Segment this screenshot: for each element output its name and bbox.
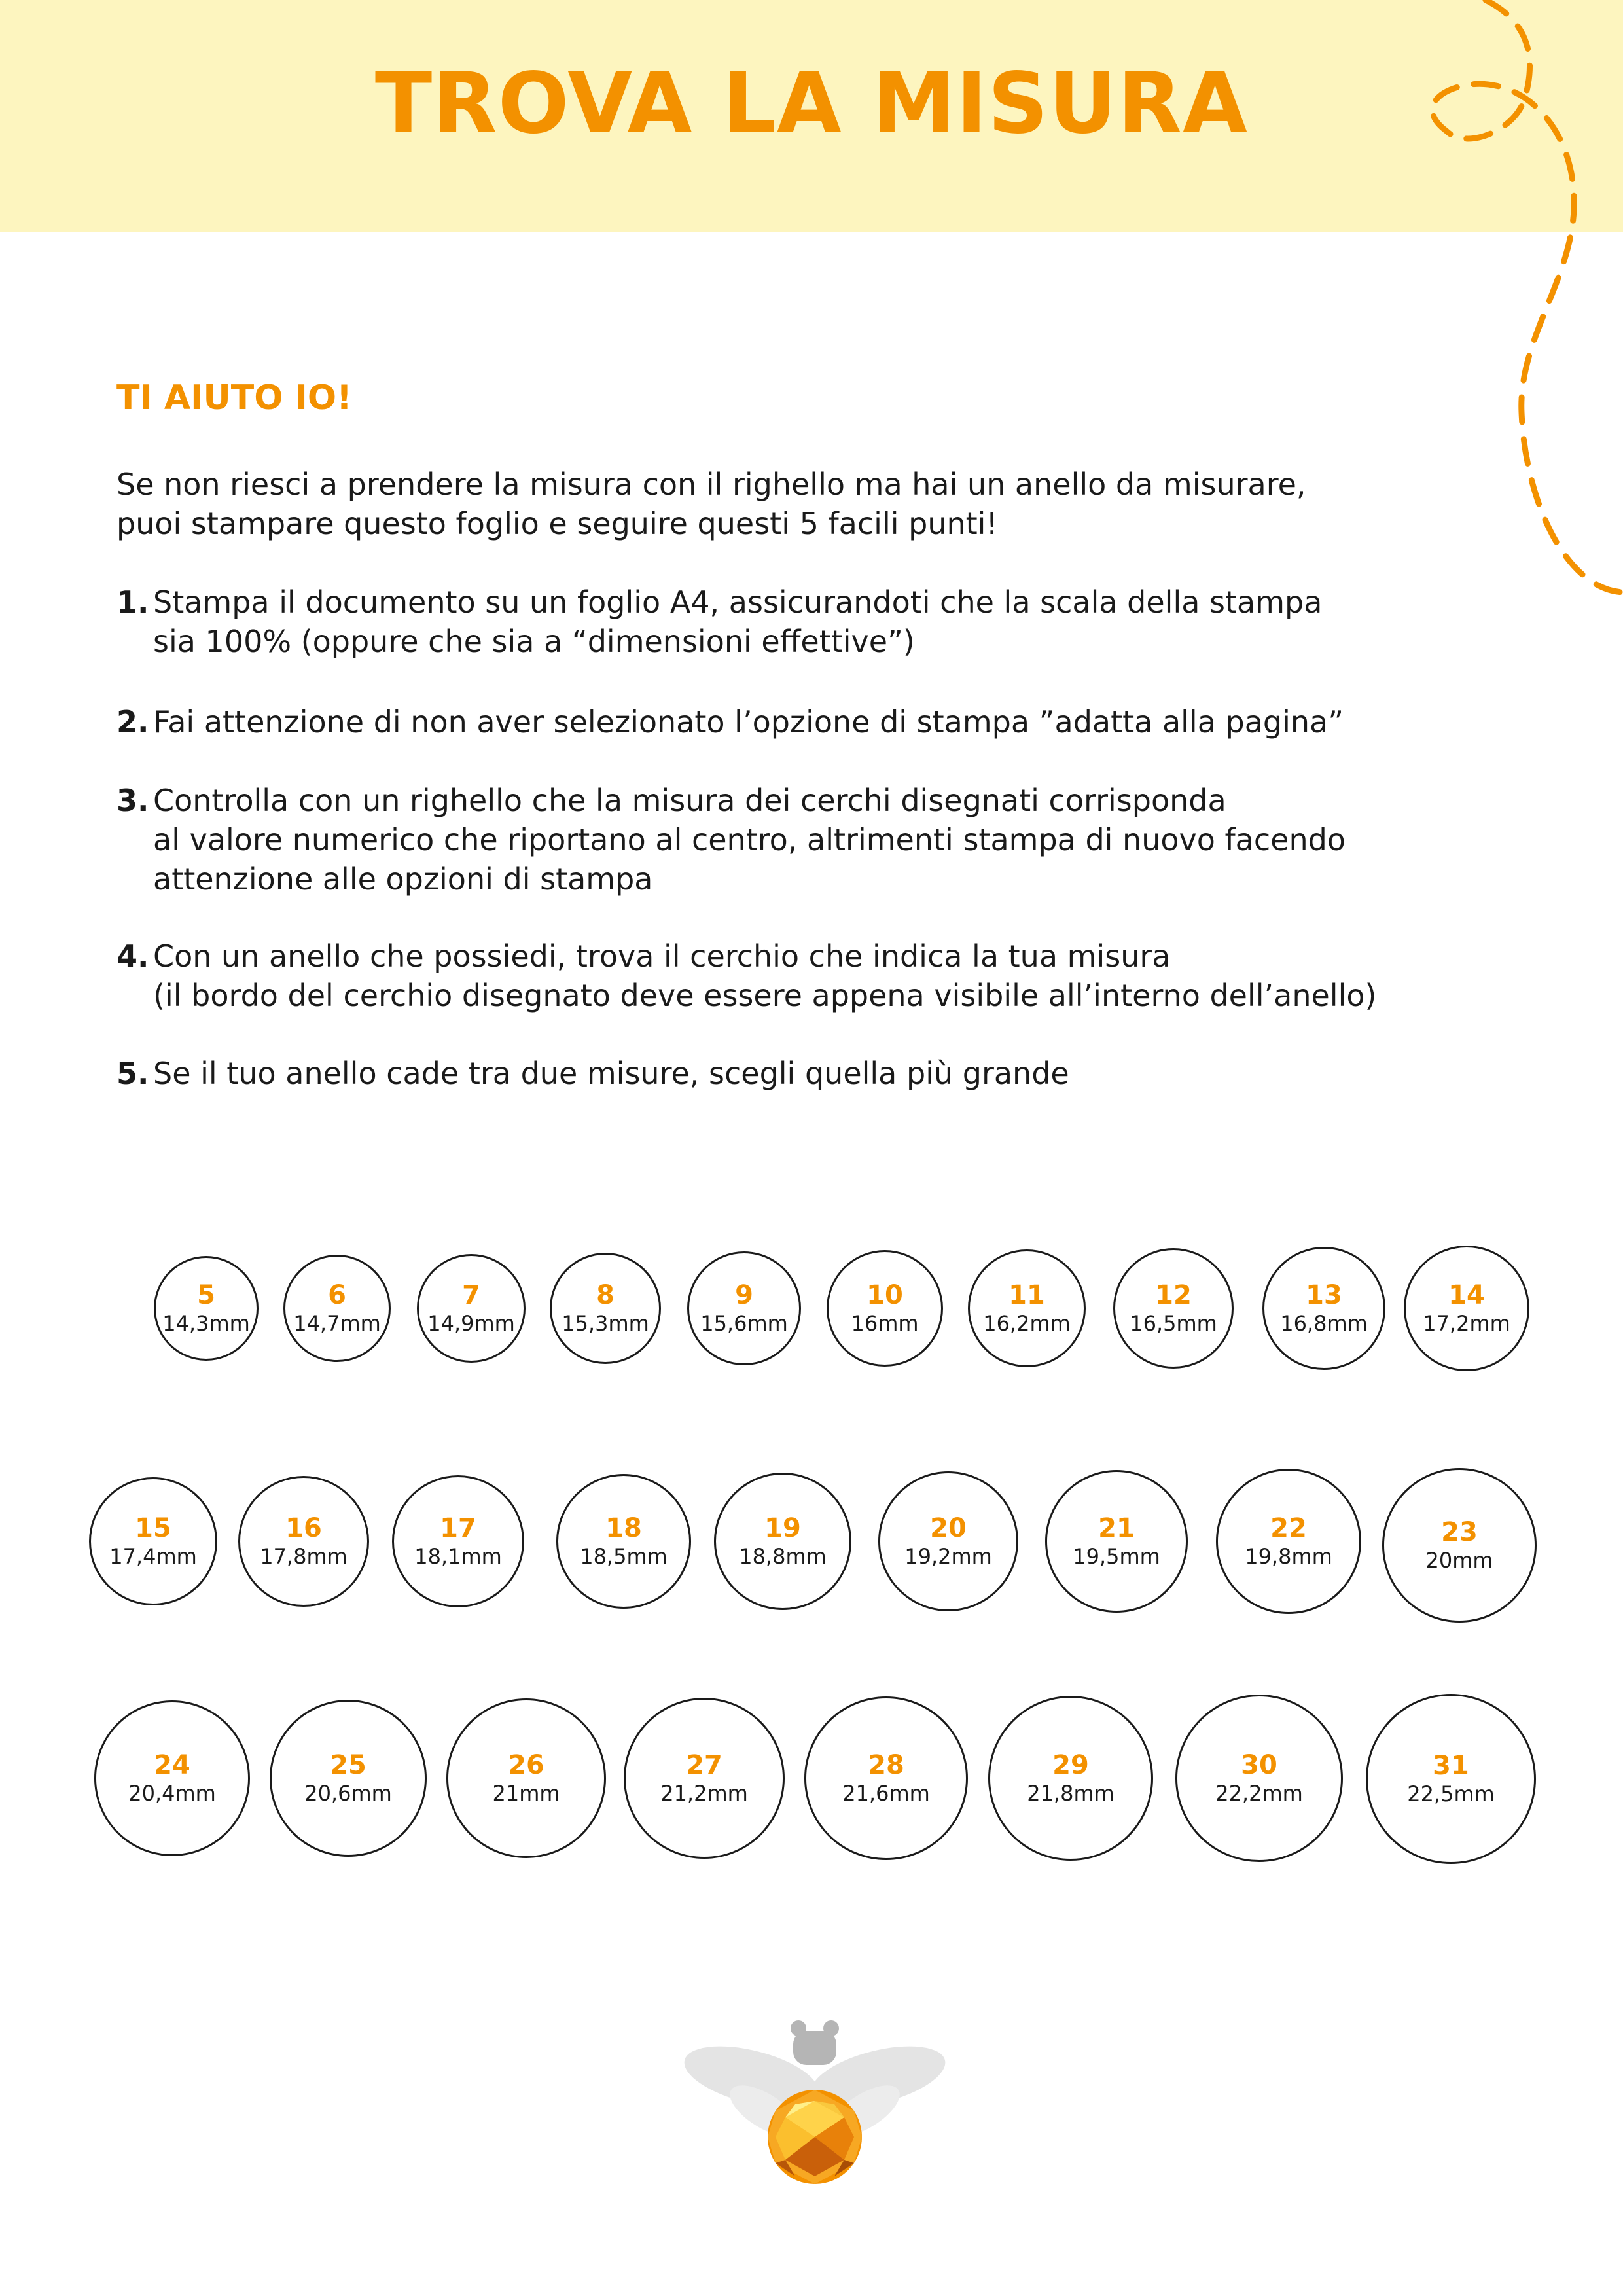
intro-line: puoi stampare questo foglio e seguire questi 5 facili punti! [116,506,998,541]
step-text: Stampa il documento su un foglio A4, assicurandoti che la scala della stampa [153,584,1323,620]
ring-size-14: 14 17,2mm [1404,1246,1529,1371]
step-text: Fai attenzione di non aver selezionato l’opzione di stampa ”adatta alla pagina” [153,704,1344,740]
step-number: 2. [116,704,149,740]
ring-size-13: 13 16,8mm [1262,1247,1385,1370]
ring-size-30: 30 22,2mm [1175,1695,1343,1862]
ring-size-19: 19 18,8mm [714,1473,851,1610]
ring-size-17: 17 18,1mm [392,1475,524,1607]
step-1 [116,583,1556,661]
ring-size-24: 24 20,4mm [94,1700,250,1856]
step-text: Con un anello che possiedi, trova il cerchio che indica la tua misura [153,939,1171,974]
step-number: 4. [116,939,149,974]
ring-size-25: 25 20,6mm [270,1700,427,1857]
ring-size-8: 8 15,3mm [550,1253,661,1364]
ring-size-31: 31 22,5mm [1366,1694,1536,1864]
ring-size-5: 5 14,3mm [154,1256,259,1361]
step-text: (il bordo del cerchio disegnato deve essere appena visibile all’interno dell’anello) [153,978,1377,1013]
step-text: attenzione alle opzioni di stampa [153,861,653,897]
ring-size-16: 16 17,8mm [238,1476,369,1607]
ring-size-28: 28 21,6mm [804,1696,968,1860]
ring-size-6: 6 14,7mm [283,1255,391,1362]
ring-size-22: 22 19,8mm [1216,1469,1361,1614]
ring-size-10: 10 16mm [827,1250,943,1367]
step-text: al valore numerico che riportano al centro, altrimenti stampa di nuovo facendo [153,822,1346,857]
step-number: 1. [116,584,149,620]
bee-gem-logo-icon [681,2013,949,2196]
intro-line: Se non riesci a prendere la misura con il righello ma hai un anello da misurare, [116,467,1306,502]
ring-size-9: 9 15,6mm [687,1251,801,1365]
step-number: 5. [116,1056,149,1091]
step-text: Controlla con un righello che la misura dei cerchi disegnati corrisponda [153,783,1226,818]
step-4 [116,937,1556,1015]
step-text: Se il tuo anello cade tra due misure, scegli quella più grande [153,1056,1069,1091]
ring-size-21: 21 19,5mm [1045,1470,1188,1613]
section-heading: TI AIUTO IO! [116,378,352,418]
ring-size-18: 18 18,5mm [556,1474,691,1609]
ring-size-26: 26 21mm [446,1698,606,1858]
step-text: sia 100% (oppure che sia a “dimensioni effettive”) [153,624,915,659]
ring-size-27: 27 21,2mm [624,1698,785,1859]
step-5 [116,1054,1556,1093]
ring-size-23: 23 20mm [1382,1468,1537,1623]
step-number: 3. [116,783,149,818]
ring-size-15: 15 17,4mm [89,1477,217,1605]
intro-paragraph [116,465,1524,543]
ring-size-29: 29 21,8mm [988,1696,1153,1861]
step-3 [116,781,1556,899]
ring-size-11: 11 16,2mm [968,1249,1086,1367]
step-2 [116,702,1556,742]
ring-size-7: 7 14,9mm [417,1254,526,1363]
ring-size-20: 20 19,2mm [878,1471,1018,1611]
ring-size-12: 12 16,5mm [1113,1248,1234,1369]
page-title: TROVA LA MISURA [374,55,1249,152]
